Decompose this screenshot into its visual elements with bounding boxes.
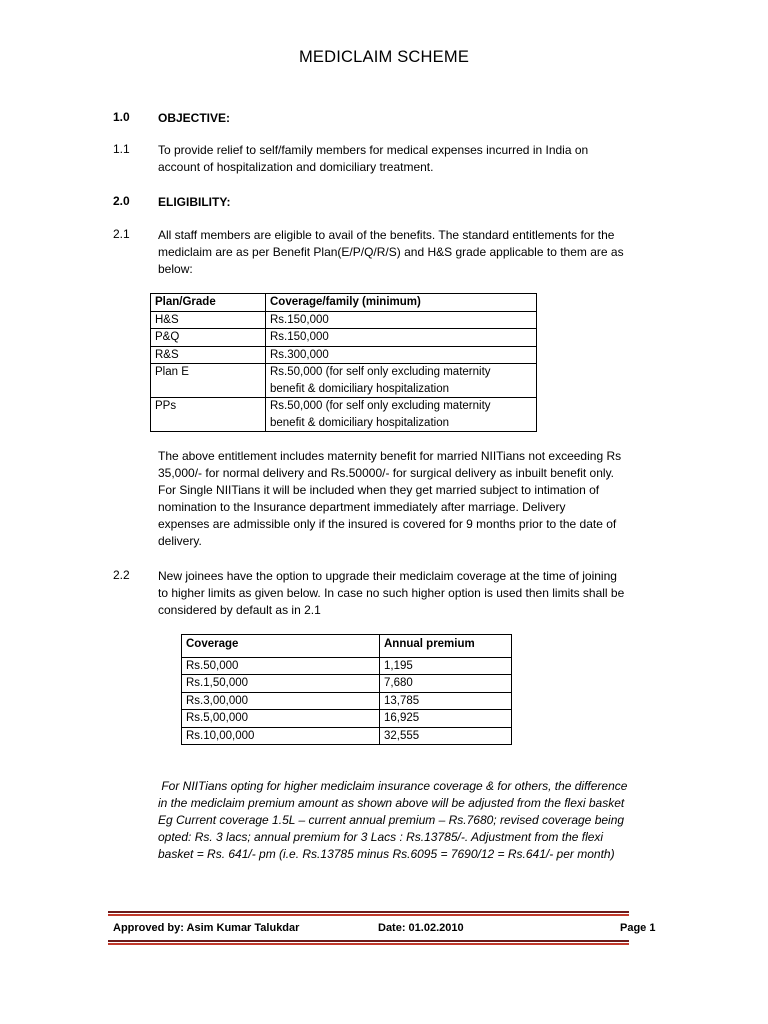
plan-cell: R&S <box>151 346 266 364</box>
table-row <box>151 398 537 432</box>
coverage-cell: Rs.5,00,000 <box>182 710 380 728</box>
coverage-cell: Rs.300,000 <box>266 346 537 364</box>
plan-cell: Plan E <box>151 364 266 398</box>
coverage-cell: Rs.150,000 <box>266 311 537 329</box>
text-line: All staff members are eligible to avail of the benefits. The standard entitlements for the <box>158 228 615 242</box>
coverage-line: benefit & domiciliary hospitalization <box>270 416 449 429</box>
document-title: MEDICLAIM SCHEME <box>298 48 470 66</box>
coverage-line: benefit & domiciliary hospitalization <box>270 382 449 395</box>
coverage-cell: Rs.50,000 <box>182 657 380 675</box>
table-row <box>182 657 512 675</box>
text-line: For Single NIITians it will be included when they get married subject to intimation of <box>158 483 600 497</box>
objective-paragraph <box>158 142 658 176</box>
section-number: 2.0 <box>113 194 130 208</box>
plan-cell: P&Q <box>151 329 266 347</box>
premium-cell: 1,195 <box>380 657 512 675</box>
text-line: Eg Current coverage 1.5L – current annual premium – Rs.7680; revised coverage being <box>158 813 625 827</box>
table-row <box>182 727 512 745</box>
coverage-line: Rs.50,000 (for self only excluding maternity <box>270 366 491 378</box>
entitlement-table <box>150 293 537 432</box>
text-line: nomination to the Insurance department immediately after marriage. Delivery <box>158 500 566 514</box>
footer-divider <box>108 911 629 916</box>
section-number: 1.1 <box>113 142 130 156</box>
text-line: in the mediclaim premium amount as shown above will be adjusted from the flexi basket <box>158 796 625 810</box>
coverage-cell <box>266 398 537 432</box>
text-line: below: <box>158 262 193 276</box>
text-line: 35,000/- for normal delivery and Rs.50000/- for surgical delivery as inbuilt benefit only. <box>158 466 615 480</box>
header-cell: Plan/Grade <box>151 294 266 312</box>
coverage-cell: Rs.3,00,000 <box>182 692 380 710</box>
coverage-cell: Rs.150,000 <box>266 329 537 347</box>
header-cell: Coverage/family (minimum) <box>266 294 537 312</box>
text-line: delivery. <box>158 534 202 548</box>
section-number: 1.0 <box>113 110 130 124</box>
text-line: considered by default as in 2.1 <box>158 603 321 617</box>
table-row <box>182 710 512 728</box>
text-line: The above entitlement includes maternity benefit for married NIITians not exceeding Rs <box>158 449 622 463</box>
table-row <box>151 329 537 347</box>
text-line: To provide relief to self/family members for medical expenses incurred in India on <box>158 143 589 157</box>
page-number: Page 1 <box>620 922 656 934</box>
coverage-cell <box>266 364 537 398</box>
premium-cell: 32,555 <box>380 727 512 745</box>
coverage-cell: Rs.1,50,000 <box>182 675 380 693</box>
eligibility-paragraph <box>158 227 658 278</box>
text-line: to higher limits as given below. In case no such higher option is used then limits shall be <box>158 586 625 600</box>
section-heading: OBJECTIVE: <box>158 111 231 125</box>
maternity-paragraph <box>158 448 658 550</box>
flexi-basket-note <box>158 778 638 863</box>
premium-cell: 7,680 <box>380 675 512 693</box>
footer-date: Date: 01.02.2010 <box>378 922 464 934</box>
header-cell: Coverage <box>182 635 380 658</box>
plan-cell: H&S <box>151 311 266 329</box>
section-number: 2.2 <box>113 568 130 582</box>
coverage-line: Rs.50,000 (for self only excluding maternity <box>270 400 491 412</box>
header-cell: Annual premium <box>380 635 512 658</box>
table-row <box>151 364 537 398</box>
text-line: For NIITians opting for higher mediclaim insurance coverage & for others, the difference <box>158 779 628 793</box>
table-row <box>182 675 512 693</box>
text-line: opted: Rs. 3 lacs; annual premium for 3 Lacs : Rs.13785/-. Adjustment from the flexi <box>158 830 604 844</box>
coverage-cell: Rs.10,00,000 <box>182 727 380 745</box>
premium-cell: 16,925 <box>380 710 512 728</box>
plan-cell: PPs <box>151 398 266 432</box>
text-line: mediclaim are as per Benefit Plan(E/P/Q/R/S) and H&S grade applicable to them are as <box>158 245 624 259</box>
text-line: expenses are admissible only if the insured is covered for 9 months prior to the date of <box>158 517 617 531</box>
section-number: 2.1 <box>113 227 130 241</box>
table-row <box>182 692 512 710</box>
table-row <box>151 311 537 329</box>
table-header-row <box>151 294 537 312</box>
premium-table <box>181 634 512 745</box>
premium-cell: 13,785 <box>380 692 512 710</box>
footer-bottom-divider <box>108 940 629 945</box>
table-row <box>151 346 537 364</box>
text-line: basket = Rs. 641/- pm (i.e. Rs.13785 minus Rs.6095 = 7690/12 = Rs.641/- per month) <box>158 847 615 861</box>
text-line: New joinees have the option to upgrade their mediclaim coverage at the time of joining <box>158 569 617 583</box>
new-joinees-paragraph <box>158 568 658 619</box>
section-heading: ELIGIBILITY: <box>158 195 231 209</box>
table-header-row <box>182 635 512 658</box>
approved-by: Approved by: Asim Kumar Talukdar <box>113 922 300 934</box>
text-line: account of hospitalization and domiciliary treatment. <box>158 160 434 174</box>
